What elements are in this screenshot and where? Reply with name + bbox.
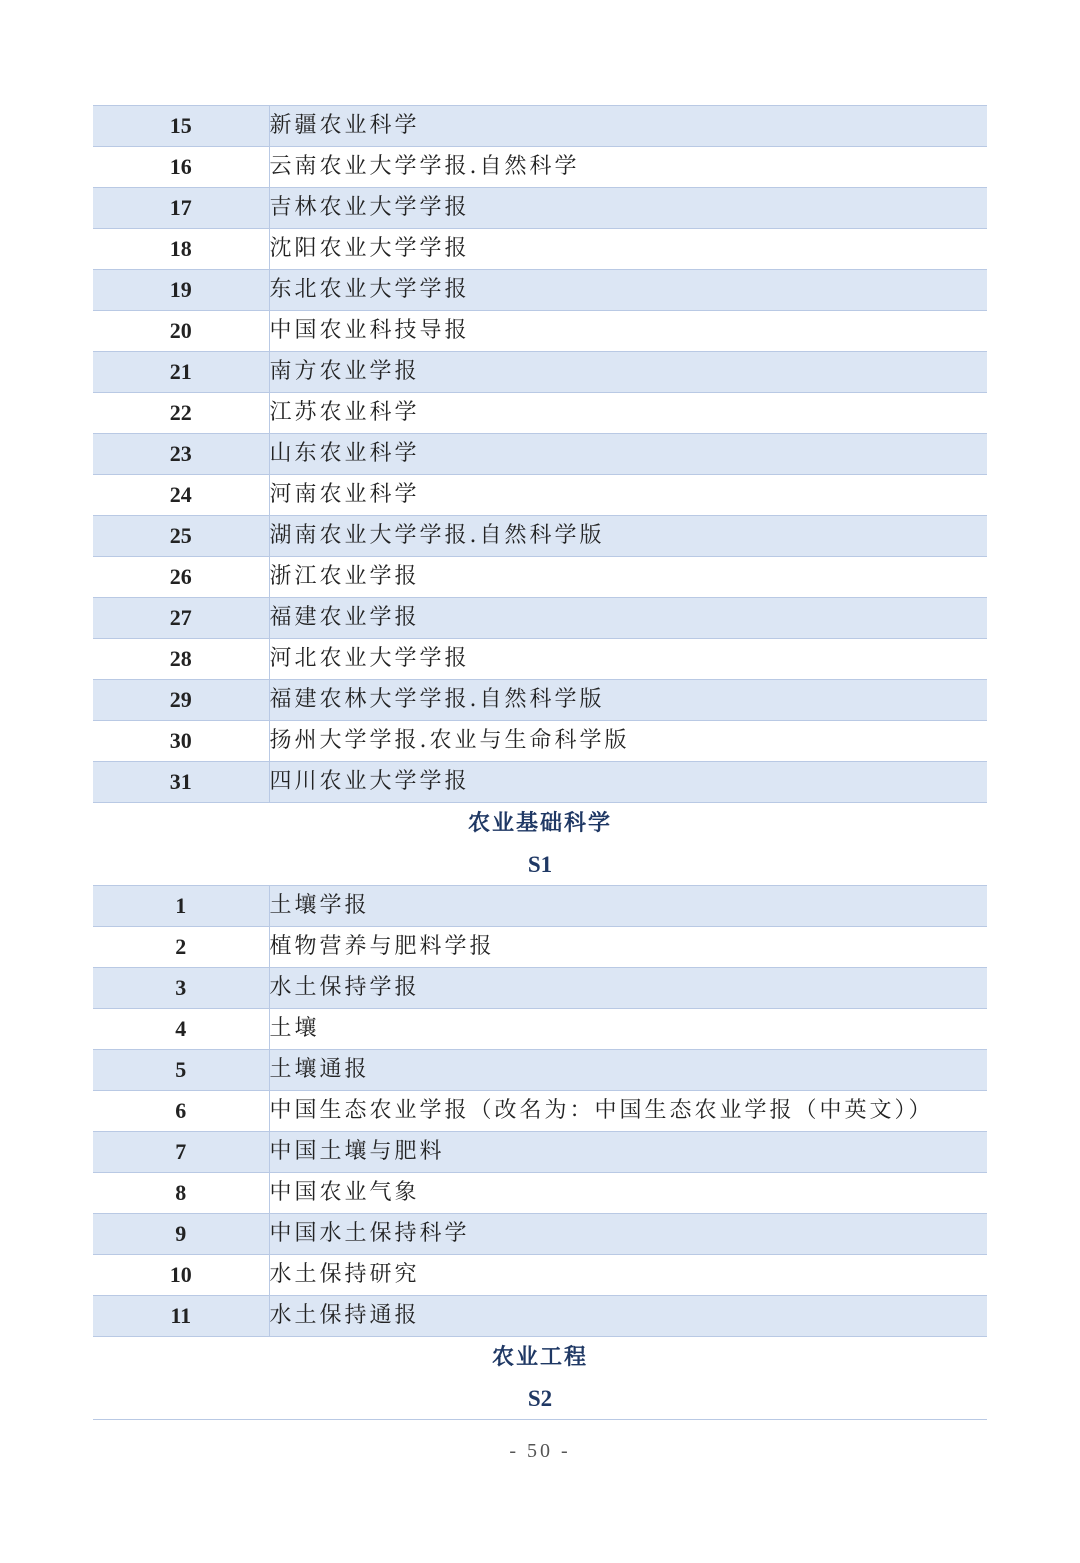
- table-row: [93, 1132, 987, 1173]
- row-number: 3: [93, 968, 269, 1009]
- journal-name: 山东农业科学: [269, 434, 987, 475]
- journal-name: 水土保持研究: [269, 1255, 987, 1296]
- table-row: [93, 680, 987, 721]
- table-row: [93, 1214, 987, 1255]
- section-rule: [93, 1419, 987, 1420]
- journal-name: 东北农业大学学报: [269, 270, 987, 311]
- row-number: 25: [93, 516, 269, 557]
- journal-name: 浙江农业学报: [269, 557, 987, 598]
- journal-name: 水土保持通报: [269, 1296, 987, 1337]
- journal-name: 吉林农业大学学报: [269, 188, 987, 229]
- table-row: [93, 393, 987, 434]
- journal-table-continued: [93, 105, 987, 803]
- row-number: 5: [93, 1050, 269, 1091]
- row-number: 15: [93, 106, 269, 147]
- section-code-s2: S2: [527, 1386, 553, 1411]
- journal-name: 云南农业大学学报.自然科学: [269, 147, 987, 188]
- journal-name: 中国农业气象: [269, 1173, 987, 1214]
- row-number: 9: [93, 1214, 269, 1255]
- journal-name: 扬州大学学报.农业与生命科学版: [269, 721, 987, 762]
- row-number: 21: [93, 352, 269, 393]
- row-number: 28: [93, 639, 269, 680]
- table-row: [93, 229, 987, 270]
- table-row: [93, 927, 987, 968]
- journal-name: 中国土壤与肥料: [269, 1132, 987, 1173]
- table-row: [93, 1050, 987, 1091]
- row-number: 8: [93, 1173, 269, 1214]
- row-number: 24: [93, 475, 269, 516]
- row-number: 11: [93, 1296, 269, 1337]
- row-number: 26: [93, 557, 269, 598]
- table-row: [93, 1255, 987, 1296]
- table-row: [93, 1009, 987, 1050]
- journal-table-s1: [93, 885, 987, 1337]
- table-row: [93, 147, 987, 188]
- table-row: [93, 968, 987, 1009]
- journal-name: 湖南农业大学学报.自然科学版: [269, 516, 987, 557]
- journal-name: 沈阳农业大学学报: [269, 229, 987, 270]
- journal-name: 河北农业大学学报: [269, 639, 987, 680]
- table-row: [93, 475, 987, 516]
- journal-name: 河南农业科学: [269, 475, 987, 516]
- journal-name: 福建农业学报: [269, 598, 987, 639]
- page-number: - 50 -: [509, 1440, 571, 1462]
- row-number: 23: [93, 434, 269, 475]
- journal-name: 中国水土保持科学: [269, 1214, 987, 1255]
- document-content: [93, 105, 987, 1420]
- row-number: 27: [93, 598, 269, 639]
- row-number: 7: [93, 1132, 269, 1173]
- journal-name: 江苏农业科学: [269, 393, 987, 434]
- table-row: [93, 1173, 987, 1214]
- row-number: 16: [93, 147, 269, 188]
- section-title-s1: 农业基础科学: [467, 810, 612, 836]
- section-title-s2: 农业工程: [491, 1344, 588, 1370]
- journal-name: 土壤: [269, 1009, 987, 1050]
- journal-name: 四川农业大学学报: [269, 762, 987, 803]
- section-code-s1: S1: [527, 852, 553, 877]
- row-number: 30: [93, 721, 269, 762]
- table-row: [93, 762, 987, 803]
- table-row: [93, 557, 987, 598]
- row-number: 22: [93, 393, 269, 434]
- journal-name: 新疆农业科学: [269, 106, 987, 147]
- row-number: 31: [93, 762, 269, 803]
- row-number: 6: [93, 1091, 269, 1132]
- table-row: [93, 886, 987, 927]
- table-row: [93, 270, 987, 311]
- journal-name: 中国生态农业学报（改名为：中国生态农业学报（中英文））: [269, 1091, 987, 1132]
- table-row: [93, 352, 987, 393]
- journal-name: 土壤通报: [269, 1050, 987, 1091]
- journal-name: 南方农业学报: [269, 352, 987, 393]
- table-row: [93, 1091, 987, 1132]
- table-row: [93, 106, 987, 147]
- row-number: 19: [93, 270, 269, 311]
- journal-name: 福建农林大学学报.自然科学版: [269, 680, 987, 721]
- journal-name: 土壤学报: [269, 886, 987, 927]
- row-number: 29: [93, 680, 269, 721]
- table-row: [93, 721, 987, 762]
- row-number: 4: [93, 1009, 269, 1050]
- row-number: 20: [93, 311, 269, 352]
- row-number: 1: [93, 886, 269, 927]
- table-row: [93, 516, 987, 557]
- journal-name: 中国农业科技导报: [269, 311, 987, 352]
- table-row: [93, 188, 987, 229]
- table-row: [93, 1296, 987, 1337]
- row-number: 10: [93, 1255, 269, 1296]
- table-row: [93, 639, 987, 680]
- journal-name: 植物营养与肥料学报: [269, 927, 987, 968]
- row-number: 2: [93, 927, 269, 968]
- table-row: [93, 434, 987, 475]
- journal-name: 水土保持学报: [269, 968, 987, 1009]
- row-number: 18: [93, 229, 269, 270]
- table-row: [93, 311, 987, 352]
- row-number: 17: [93, 188, 269, 229]
- table-row: [93, 598, 987, 639]
